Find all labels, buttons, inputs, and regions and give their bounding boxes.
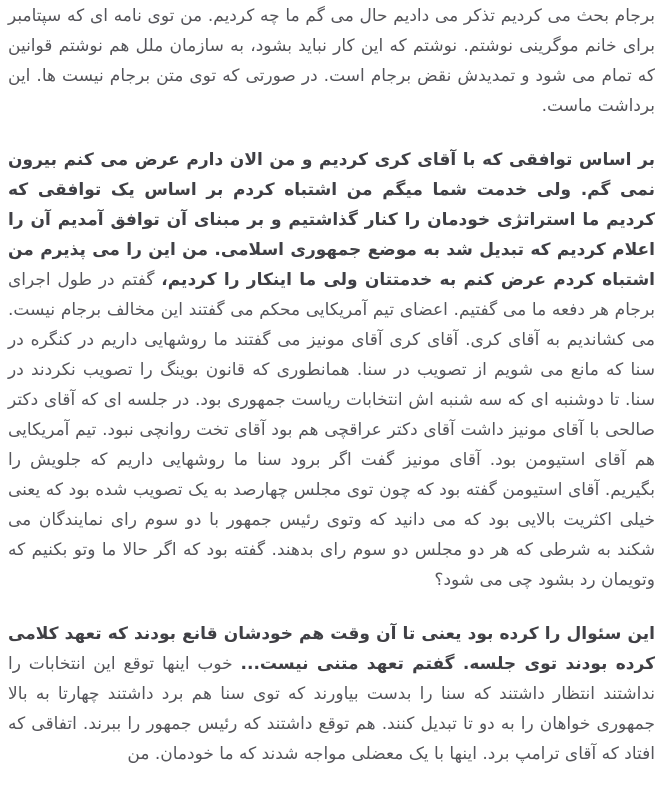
paragraph-1 — [8, 1, 655, 121]
paragraph-2 — [8, 145, 655, 595]
text-segment: برجام بحث می کردیم تذکر می دادیم حال می گم ما چه کردیم. من توی نامه ای که سپتامبر برای خانم موگرینی نوشتم. نوشتم که این کار نباید بشود، به سازمان ملل هم نوشتم قوانین که تمام می شود و تمدیدش نقض برجام است. در صورتی که توی متن برجام نیست ها. این برداشت ماست. — [8, 6, 655, 116]
text-segment: خوب اینها توقع این انتخابات را نداشتند انتظار داشتند که سنا را بدست بیاورند که توی سنا هم برد داشتند چهارتا به بالا جمهوری خواهان را به دو تا تبدیل کنند. هم توقع داشتند که رئیس جمهور را ببرند. اتفاقی که افتاد که آقای ترامپ برد. اینها با یک معضلی مواجه شدند که ما خودمان. من — [8, 654, 655, 764]
bold-text-segment: بر اساس توافقی که با آقای کری کردیم و من الان دارم عرض می کنم بیرون نمی گم. ولی خدمت شما میگم من اشتباه کردم بر اساس یک توافقی که کردیم ما استراتژی خودمان را کنار گذاشتیم و بر مبنای آن توافق آمدیم آن را اعلام کردیم که تبدیل شد به موضع جمهوری اسلامی. من این را می پذیرم من اشتباه کردم عرض کنم به خدمتتان ولی ما اینکار را کردیم، — [8, 150, 655, 290]
bold-text-segment: این سئوال را کرده بود یعنی تا آن وقت هم خودشان قانع بودند که تعهد کلامی کرده بودند توی جلسه. گفتم تعهد متنی نیست... — [8, 624, 655, 674]
text-segment: گفتم در طول اجرای برجام هر دفعه ما می گفتیم. اعضای تیم آمریکایی محکم می گفتند این مخالف برجام نیست. می کشاندیم به آقای کری. آقای کری آقای مونیز می گفتند ما روشهایی داریم در کنگره در سنا که مانع می شویم از تصویب در سنا. همانطوری که قانون بوینگ را تصویب نکردند در سنا. تا دوشنبه ای که سه شنبه اش انتخابات ریاست جمهوری بود. در جلسه ای که آقای دکتر صالحی با آقای مونیز داشت آقای دکتر عراقچی هم بود آقای تخت روانچی نبود. تیم آمریکایی هم آقای استیومن بود. آقای مونیز گفت اگر برود سنا ما روشهایی داریم که جلویش را بگیریم. آقای استیومن گفته بود که چون توی مجلس چهارصد به یک تصویب شده بود که یعنی خیلی اکثریت بالایی بود که می دانید که وتوی رئیس جمهور با دو سوم رای نمایندگان می شکند به شرطی که هر دو مجلس دو سوم رای بدهند. گفته بود که اگر حالا ما وتو بکنیم که وتویمان رد بشود چی می شود؟ — [8, 270, 655, 590]
paragraph-3 — [8, 619, 655, 769]
